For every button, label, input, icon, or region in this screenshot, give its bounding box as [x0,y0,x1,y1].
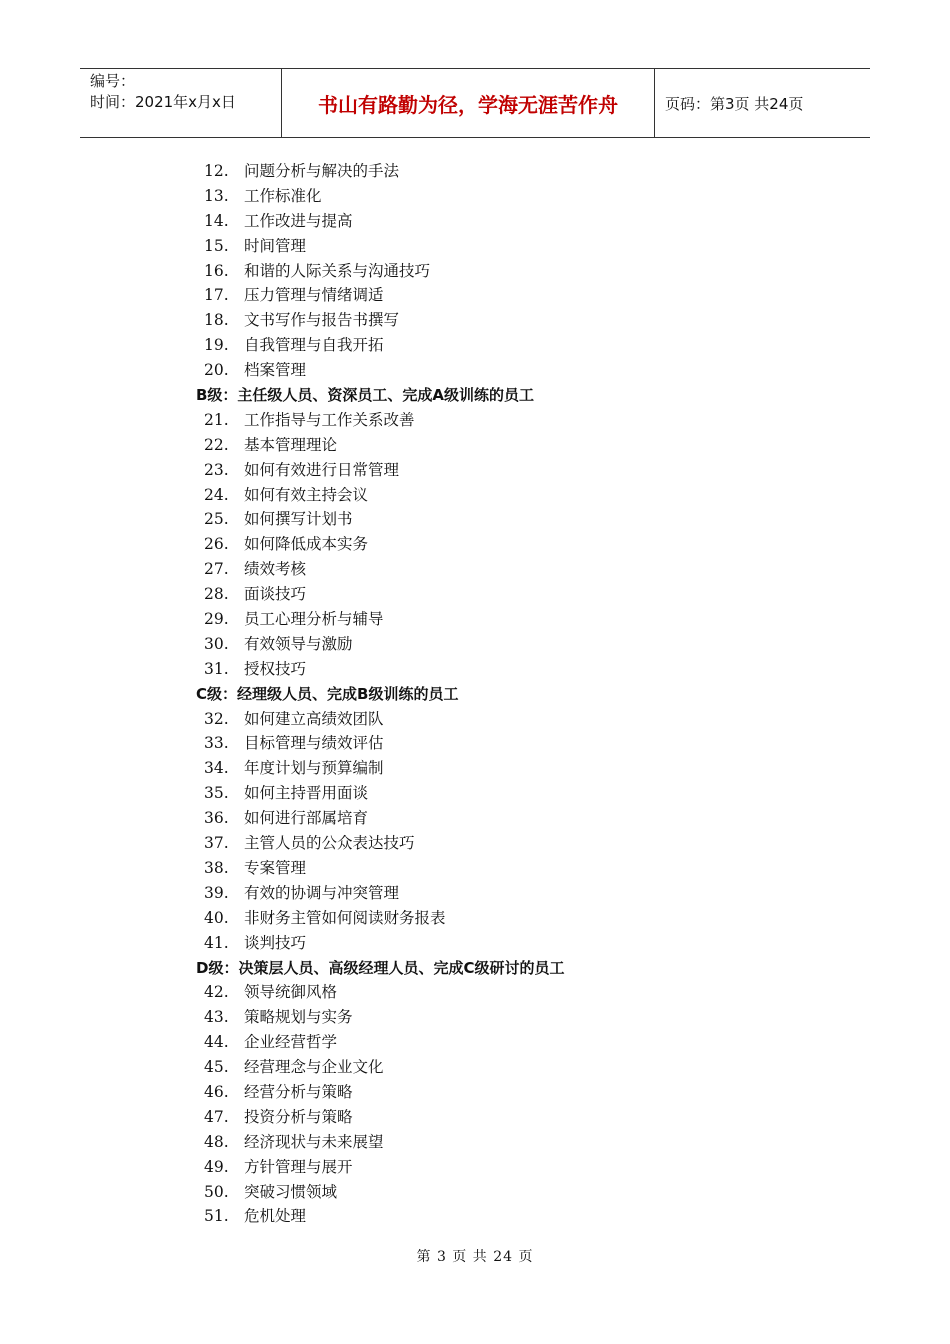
list-item-number: 27. [204,560,229,579]
list-item-text: 压力管理与情绪调适 [244,286,384,305]
list-item-number: 40. [204,908,229,927]
list-item-text: 如何降低成本实务 [244,535,369,554]
list-item-number: 39. [204,883,229,902]
section-heading: B级：主任级人员、资深员工、完成A级训练的员工 [196,386,535,405]
list-item-text: 员工心理分析与辅导 [244,610,384,629]
list-item-number: 23. [204,460,229,479]
list-item-number: 28. [204,585,229,604]
list-item-text: 危机处理 [244,1207,307,1226]
list-item-number: 12. [204,162,229,180]
list-item-text: 谈判技巧 [244,933,307,952]
list-item-number: 19. [204,336,229,355]
list-item [196,881,564,906]
list-item-text: 策略规划与实务 [244,1008,353,1027]
list-item-number: 48. [204,1132,229,1151]
list-item [196,607,564,632]
list-item [196,259,564,284]
list-item-text: 经营分析与策略 [244,1082,353,1101]
list-item [196,308,564,333]
list-item-number: 43. [204,1008,229,1027]
list-item [196,358,564,383]
list-item-number: 49. [204,1157,229,1176]
list-item-text: 工作指导与工作关系改善 [244,410,415,429]
document-number-label: 编号： [90,72,136,90]
list-item [196,980,564,1005]
header-page-label: 页码：第3页 共24页 [665,94,804,113]
list-item [196,333,564,358]
list-item [196,408,564,433]
list-item [196,159,564,184]
list-item [196,1130,564,1155]
list-item-number: 34. [204,759,229,778]
list-item-number: 14. [204,211,229,230]
list-item-text: 有效的协调与冲突管理 [244,883,400,902]
list-item-text: 档案管理 [244,361,307,380]
list-item [196,781,564,806]
list-item [196,184,564,209]
list-item-text: 工作改进与提高 [244,211,353,230]
course-list [196,159,564,1229]
list-item [196,234,564,259]
list-item-text: 如何主持晋用面谈 [244,784,369,803]
list-item-number: 32. [204,709,229,728]
list-item-number: 47. [204,1107,229,1126]
list-item-text: 面谈技巧 [244,585,307,604]
list-item-text: 领导统御风格 [244,983,338,1002]
list-item-text: 和谐的人际关系与沟通技巧 [244,261,431,280]
list-item [196,557,564,582]
list-item-text: 突破习惯领域 [244,1182,338,1201]
list-item-number: 24. [204,485,229,504]
list-item-text: 如何有效主持会议 [244,485,369,504]
list-item-text: 经济现状与未来展望 [244,1132,384,1151]
list-item [196,582,564,607]
list-item-text: 问题分析与解决的手法 [244,162,400,180]
list-item [196,1080,564,1105]
list-item-number: 36. [204,809,229,828]
page-header [80,68,870,138]
list-item-text: 非财务主管如何阅读财务报表 [244,908,446,927]
list-item [196,1155,564,1180]
list-item-number: 50. [204,1182,229,1201]
list-item [196,856,564,881]
list-item [196,1180,564,1205]
list-item-text: 投资分析与策略 [244,1107,353,1126]
list-item-number: 29. [204,610,229,629]
list-item-text: 如何撰写计划书 [244,510,353,529]
header-motto: 书山有路勤为径，学海无涯苦作舟 [282,69,655,137]
list-item-number: 18. [204,311,229,330]
list-item-number: 30. [204,634,229,653]
section-heading: D级：决策层人员、高级经理人员、完成C级研讨的员工 [196,958,565,977]
list-item-text: 目标管理与绩效评估 [244,734,384,753]
list-item-number: 16. [204,261,229,280]
list-item-number: 35. [204,784,229,803]
list-item [196,458,564,483]
list-item-text: 如何有效进行日常管理 [244,460,400,479]
list-item-number: 25. [204,510,229,529]
list-item-number: 17. [204,286,229,305]
list-item [196,756,564,781]
list-item-number: 45. [204,1058,229,1077]
list-item-number: 42. [204,983,229,1002]
list-item [196,731,564,756]
list-item [196,1005,564,1030]
list-item-number: 15. [204,236,229,255]
list-item-number: 21. [204,410,229,429]
section-heading: C级：经理级人员、完成B级训练的员工 [196,684,459,703]
list-item [196,657,564,682]
list-item [196,1105,564,1130]
list-item [196,283,564,308]
list-item-number: 41. [204,933,229,952]
list-item-number: 33. [204,734,229,753]
list-item-text: 专案管理 [244,858,307,877]
list-item-text: 经营理念与企业文化 [244,1058,384,1077]
list-item-text: 文书写作与报告书撰写 [244,311,400,330]
list-item-number: 22. [204,435,229,454]
list-item-text: 自我管理与自我开拓 [244,336,384,355]
list-item-number: 37. [204,834,229,853]
list-item [196,1055,564,1080]
list-item-text: 工作标准化 [244,186,322,205]
list-item-number: 51. [204,1207,229,1226]
list-item [196,707,564,732]
list-item [196,806,564,831]
list-item [196,931,564,956]
list-item-text: 方针管理与展开 [244,1157,353,1176]
list-item-number: 46. [204,1082,229,1101]
list-item-text: 如何进行部属培育 [244,809,369,828]
list-item [196,1204,564,1229]
list-item-text: 主管人员的公众表达技巧 [244,834,415,853]
list-item [196,209,564,234]
list-item [196,507,564,532]
list-item-number: 13. [204,186,229,205]
list-item-text: 绩效考核 [244,560,307,579]
list-item-number: 20. [204,361,229,380]
list-item-text: 基本管理理论 [244,435,338,454]
page-footer: 第 3 页 共 24 页 [416,1249,534,1265]
list-item [196,483,564,508]
list-item-text: 授权技巧 [244,659,307,678]
list-item [196,532,564,557]
list-item [196,906,564,931]
document-time-label: 时间：2021年x月x日 [90,93,236,111]
list-item [196,433,564,458]
list-item-number: 31. [204,659,229,678]
header-left-cell [80,69,282,137]
list-item-number: 26. [204,535,229,554]
list-item [196,831,564,856]
list-item-text: 企业经营哲学 [244,1033,338,1052]
list-item-text: 有效领导与激励 [244,634,353,653]
list-item [196,1030,564,1055]
list-item-text: 如何建立高绩效团队 [244,709,384,728]
list-item-text: 时间管理 [244,236,307,255]
list-item-number: 38. [204,858,229,877]
list-item-number: 44. [204,1033,229,1052]
list-item-text: 年度计划与预算编制 [244,759,384,778]
list-item [196,632,564,657]
